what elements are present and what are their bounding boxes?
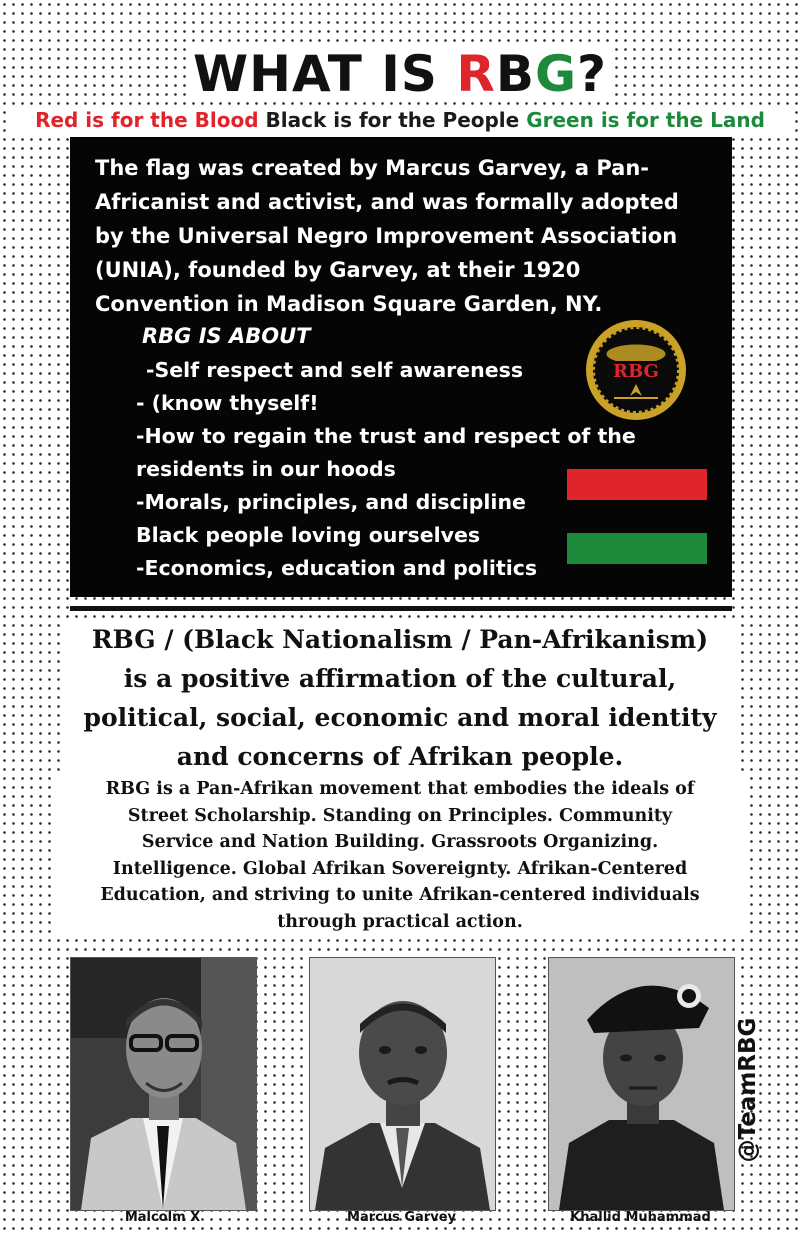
portrait-caption: Malcolm X: [124, 1210, 201, 1225]
portrait-malcolm-x: [70, 957, 257, 1211]
description-line: Service and Nation Building. Grassroots Organizing.: [141, 832, 659, 852]
color-meaning-tagline: [0, 106, 800, 134]
tagline-red: Red is for the Blood: [35, 108, 259, 132]
definition-line: RBG / (Black Nationalism / Pan-Afrikanism): [91, 625, 709, 654]
title-letter-r: R: [456, 45, 496, 103]
about-heading: RBG IS ABOUT: [142, 324, 311, 348]
description-line: through practical action.: [277, 911, 523, 932]
svg-text:RBG: RBG: [613, 361, 659, 382]
movement-description: [30, 776, 770, 935]
title-suffix: ?: [577, 45, 608, 103]
description-line: Intelligence. Global Afrikan Sovereignty. Afrikan-Centered: [112, 858, 688, 879]
about-item: -Self respect and self awareness: [146, 358, 524, 382]
title-letter-b: B: [495, 45, 535, 103]
about-item: - (know thyself!: [136, 391, 319, 415]
about-item: Black people loving ourselves: [136, 523, 481, 547]
description-line: Street Scholarship. Standing on Principles. Community: [127, 805, 673, 826]
title-letter-g: G: [534, 45, 578, 103]
page-title: [0, 44, 800, 104]
rbg-emblem-logo: [584, 318, 688, 422]
portrait-marcus-garvey: [309, 957, 496, 1211]
about-item: residents in our hoods: [136, 457, 396, 481]
about-item: -Economics, education and politics: [136, 556, 538, 580]
tagline-green: Green is for the Land: [526, 108, 765, 132]
tagline-black: Black is for the People: [265, 108, 520, 132]
portrait-caption: Khallid Muhammad: [570, 1210, 711, 1225]
section-divider: [70, 606, 732, 611]
flag-stripe-red: [567, 469, 707, 500]
info-panel: [70, 137, 732, 597]
definition-line: is a positive affirmation of the cultural,: [123, 664, 677, 693]
social-handle: @TeamRBG: [735, 1017, 761, 1163]
definition-text: [40, 620, 760, 776]
title-prefix: WHAT IS: [192, 45, 457, 103]
about-item: -How to regain the trust and respect of the: [136, 424, 636, 448]
portrait-caption: Marcus Garvey: [347, 1210, 456, 1225]
description-line: RBG is a Pan-Afrikan movement that embodies the ideals of: [105, 779, 695, 799]
flag-stripe-green: [567, 533, 707, 564]
description-line: Education, and striving to unite Afrikan-centered individuals: [100, 885, 700, 905]
definition-line: and concerns of Afrikan people.: [176, 742, 624, 771]
portrait-khallid-muhammad: [548, 957, 735, 1211]
about-item: -Morals, principles, and discipline: [136, 490, 526, 514]
definition-line: political, social, economic and moral identity: [83, 703, 717, 732]
flag-history-text: The flag was created by Marcus Garvey, a Pan-Africanist and activist, and was formally adopted by the Universal Negro Improvement Association (UNIA), founded by Garvey, at their 1920 Convention in Madison Square Garden, NY.: [95, 156, 679, 316]
